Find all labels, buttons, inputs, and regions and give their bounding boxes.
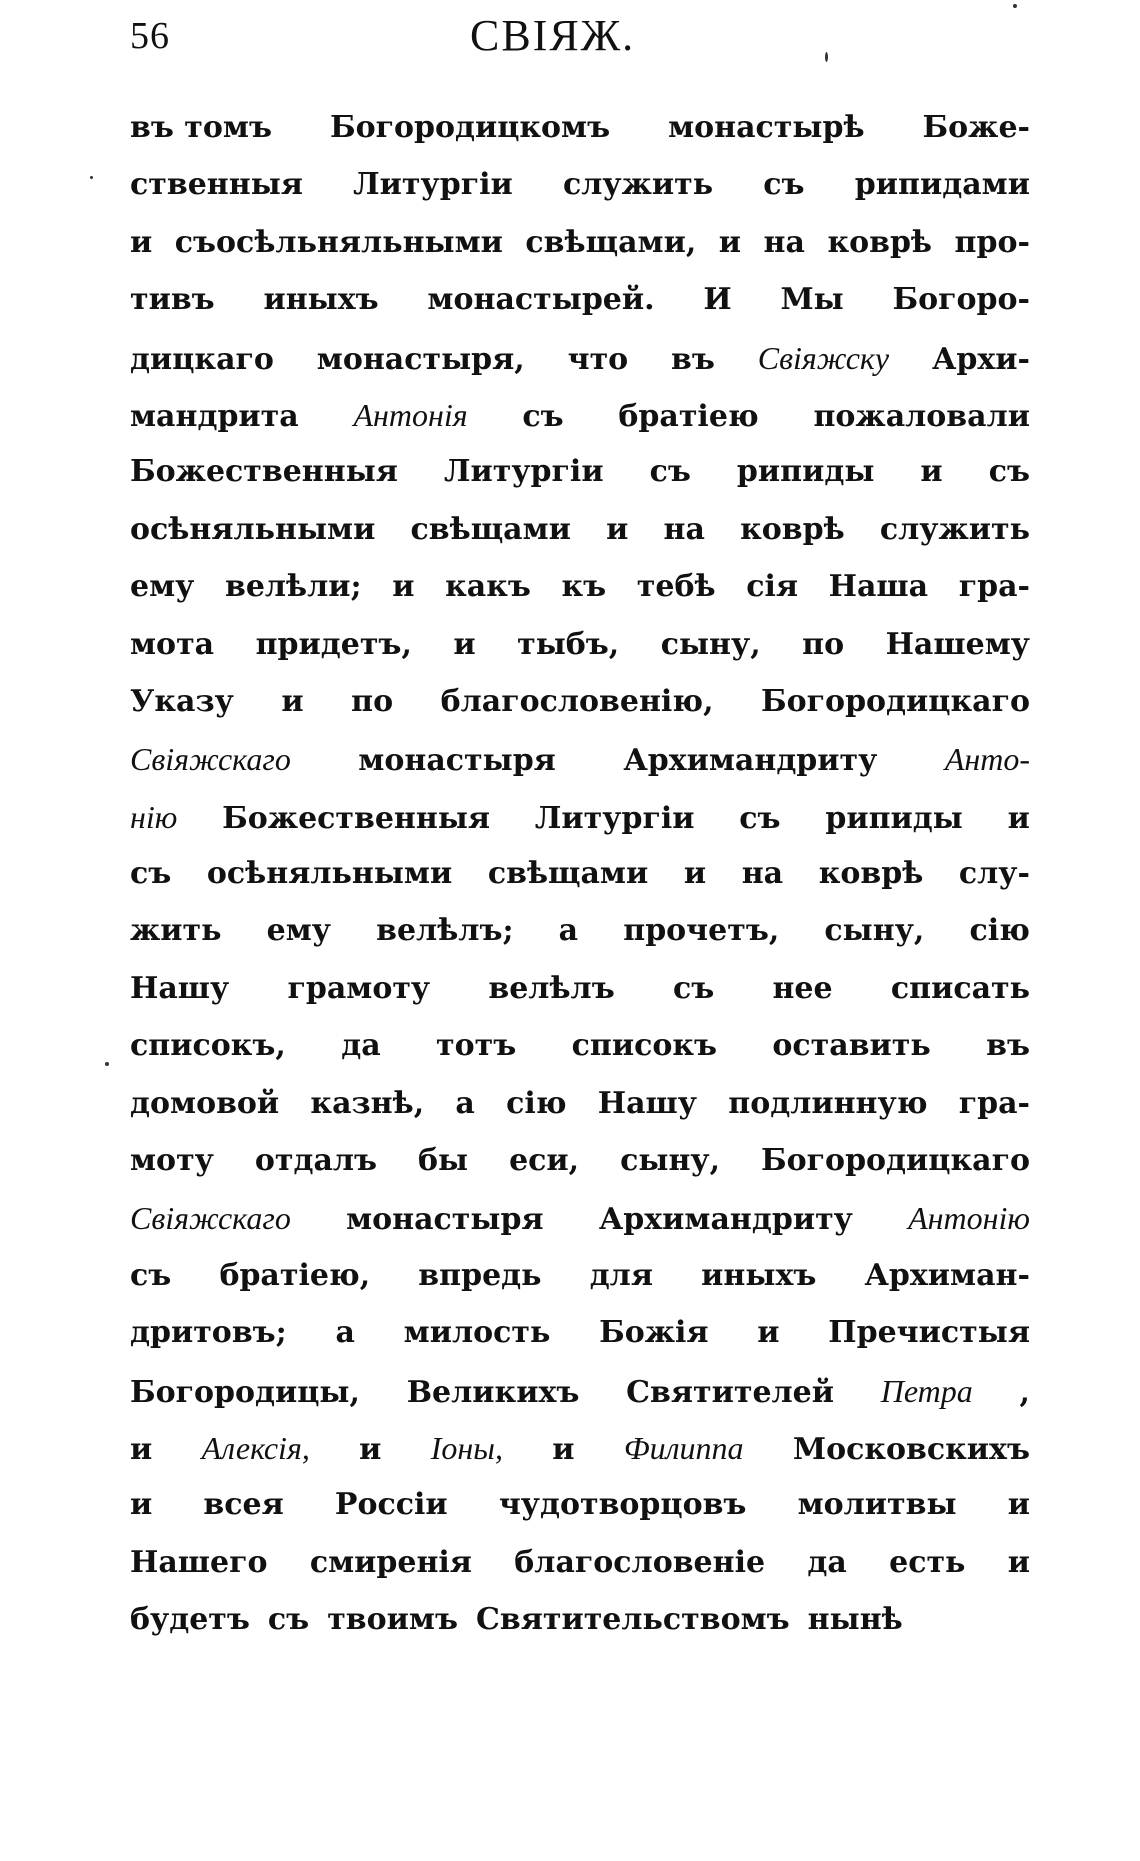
text-word: въ xyxy=(986,1028,1030,1064)
text-line xyxy=(130,1487,1030,1544)
text-word: по xyxy=(802,626,845,662)
text-word: сыну, xyxy=(620,1143,721,1179)
text-line xyxy=(130,1086,1030,1143)
text-word: Архимандриту xyxy=(598,1202,853,1238)
text-word: монастырей. xyxy=(427,282,655,318)
text-line xyxy=(130,971,1030,1028)
text-line xyxy=(130,1315,1030,1372)
text-word: мандрита xyxy=(130,398,299,434)
text-word: Анто- xyxy=(944,741,1030,778)
text-word: и xyxy=(130,224,153,260)
text-word: и xyxy=(718,224,742,260)
print-speck xyxy=(1013,4,1017,8)
text-word: и xyxy=(1007,1544,1030,1580)
text-word: а xyxy=(335,1315,355,1351)
text-word: Указу xyxy=(130,683,234,719)
text-word: моту xyxy=(130,1143,214,1179)
text-word: съ xyxy=(130,1257,172,1293)
page-number: 56 xyxy=(130,15,170,57)
text-word: придетъ, xyxy=(255,626,412,662)
text-word: Нашему xyxy=(885,626,1030,662)
text-word: оставить xyxy=(772,1028,931,1064)
text-word: а xyxy=(455,1085,475,1121)
text-line xyxy=(130,167,1030,224)
text-word: Святительствомъ xyxy=(475,1602,790,1638)
text-word: смиренія xyxy=(309,1544,472,1580)
text-word: сію xyxy=(969,913,1030,949)
text-word: съосѣльняльными xyxy=(174,224,503,260)
text-word: а xyxy=(558,913,579,949)
text-word: Святителей xyxy=(626,1374,835,1410)
text-word: нынѣ xyxy=(807,1602,903,1638)
text-word: домовой xyxy=(130,1085,280,1121)
text-word: дицкаго xyxy=(130,341,274,377)
text-word: рипиды xyxy=(825,800,963,836)
text-word: монастыря xyxy=(358,743,556,779)
text-line xyxy=(130,512,1030,569)
text-word: Наша xyxy=(828,569,929,605)
text-line xyxy=(130,856,1030,913)
text-word: съ xyxy=(988,454,1030,490)
text-word: Антонія xyxy=(353,396,468,433)
text-word: Алексія, xyxy=(201,1429,310,1466)
text-word: въ томъ xyxy=(130,110,272,145)
text-word: для xyxy=(589,1257,653,1293)
text-word: И xyxy=(703,282,732,318)
text-word: слу- xyxy=(958,856,1030,892)
text-word: Антонію xyxy=(908,1200,1030,1237)
text-word: Нашего xyxy=(130,1544,268,1580)
text-word: и xyxy=(552,1431,575,1467)
text-word: Литургіи xyxy=(534,800,695,836)
text-line xyxy=(130,454,1030,511)
text-word: служить xyxy=(562,167,714,203)
text-word: Богоро- xyxy=(892,282,1030,318)
text-line xyxy=(130,225,1030,282)
text-line xyxy=(130,110,1030,167)
print-speck xyxy=(90,176,93,179)
text-word: служить xyxy=(879,511,1030,547)
text-word: бы xyxy=(418,1143,469,1179)
text-word: велѣлъ; xyxy=(376,913,514,949)
print-speck xyxy=(825,52,828,62)
text-word: да xyxy=(341,1028,381,1064)
text-word: Іоны, xyxy=(430,1429,503,1466)
text-word: Россіи xyxy=(334,1487,448,1523)
text-word: и xyxy=(130,1431,153,1467)
text-word: тыбъ, xyxy=(517,626,620,662)
text-word: казнѣ, xyxy=(310,1085,425,1121)
text-word: , xyxy=(1019,1374,1030,1410)
text-word: сію xyxy=(506,1085,567,1121)
text-word: мота xyxy=(130,626,215,662)
text-word: Нашу xyxy=(597,1085,697,1121)
text-word: на xyxy=(741,856,784,892)
text-word: на xyxy=(663,511,705,547)
text-word: дритовъ; xyxy=(130,1315,287,1351)
text-word: есть xyxy=(889,1544,966,1580)
text-word: къ xyxy=(561,569,607,605)
text-word: всея xyxy=(203,1487,284,1523)
text-line xyxy=(130,397,1030,454)
text-word: твоимъ xyxy=(327,1602,458,1638)
text-word: благословеніе xyxy=(514,1544,766,1580)
text-word: и xyxy=(757,1315,780,1351)
text-word: ему xyxy=(266,913,331,949)
text-word: милость xyxy=(403,1315,551,1351)
text-word: Архи- xyxy=(931,341,1030,377)
text-word: съ xyxy=(672,970,715,1006)
text-line xyxy=(130,1430,1030,1487)
text-word: еси, xyxy=(509,1143,580,1179)
body-text xyxy=(130,110,1030,1660)
text-line xyxy=(130,282,1030,339)
text-word: сыну, xyxy=(824,913,925,949)
text-word: съ xyxy=(130,856,172,892)
text-word: велѣли; xyxy=(224,569,362,605)
text-word: коврѣ xyxy=(740,511,845,547)
text-word: рипидами xyxy=(854,167,1030,203)
text-word: съ xyxy=(649,454,691,490)
text-word: свѣщами xyxy=(410,511,571,547)
text-word: рипиды xyxy=(736,454,875,490)
text-word: грамоту xyxy=(287,970,431,1006)
text-word: Московскихъ xyxy=(792,1431,1030,1467)
text-word: и xyxy=(683,856,707,892)
text-word: Свіяжскаго xyxy=(130,741,291,778)
text-word: Свіяжскаго xyxy=(130,1200,291,1237)
text-word: Богородицкомъ xyxy=(329,110,611,145)
text-word: и xyxy=(606,511,629,547)
text-word: и xyxy=(359,1431,382,1467)
text-word: осѣняльными xyxy=(206,856,453,892)
text-word: какъ xyxy=(445,569,531,605)
text-line xyxy=(130,1258,1030,1315)
text-word: Божественныя xyxy=(130,454,398,490)
text-word: по xyxy=(351,683,394,719)
text-word: и xyxy=(281,683,304,719)
text-word: Литургіи xyxy=(353,167,513,203)
text-word: Литургіи xyxy=(443,454,604,490)
text-word: тебѣ xyxy=(636,569,716,605)
text-word: чудотворцовъ xyxy=(498,1487,747,1523)
text-word: что xyxy=(567,341,629,377)
text-word: коврѣ xyxy=(818,856,924,892)
text-word: съ xyxy=(739,800,781,836)
running-title: СВІЯЖ. xyxy=(470,11,636,60)
text-word: тотъ xyxy=(436,1028,517,1064)
text-word: съ xyxy=(763,167,805,203)
text-line xyxy=(130,741,1030,798)
text-word: Божія xyxy=(599,1315,709,1351)
text-word: и xyxy=(453,626,476,662)
text-word: въ xyxy=(671,341,715,377)
text-word: съ xyxy=(267,1602,310,1638)
text-word: молитвы xyxy=(797,1487,957,1523)
text-word: Боже- xyxy=(922,110,1030,145)
text-word: Пречистыя xyxy=(828,1315,1030,1351)
text-word: монастыря, xyxy=(316,341,525,377)
text-word: Архиман- xyxy=(864,1257,1030,1293)
text-word: пожаловали xyxy=(813,398,1030,434)
text-word: съ xyxy=(522,398,564,434)
text-word: монастырѣ xyxy=(668,110,865,145)
text-word: благословенію, xyxy=(440,683,714,719)
text-word: гра- xyxy=(958,1085,1030,1121)
text-word: списокъ xyxy=(571,1028,718,1064)
text-line xyxy=(130,1545,1030,1602)
text-word: жить xyxy=(130,913,222,949)
text-word: велѣлъ xyxy=(488,970,615,1006)
text-word: подлинную xyxy=(728,1085,928,1121)
text-word: и xyxy=(920,454,943,490)
text-word: отдалъ xyxy=(254,1143,378,1179)
print-speck xyxy=(105,1062,109,1066)
text-line xyxy=(130,569,1030,626)
text-word: нее xyxy=(772,970,833,1006)
text-word: коврѣ xyxy=(827,224,933,260)
text-word: будетъ xyxy=(130,1602,250,1638)
text-word: гра- xyxy=(958,569,1030,605)
text-line xyxy=(130,913,1030,970)
text-line xyxy=(130,1200,1030,1257)
text-word: прочетъ, xyxy=(623,913,780,949)
text-line xyxy=(130,340,1030,397)
text-word: списокъ, xyxy=(130,1028,286,1064)
text-line xyxy=(130,1028,1030,1085)
text-word: Божественныя xyxy=(222,800,491,836)
text-word: Богородицы, xyxy=(130,1374,360,1410)
text-word: ему xyxy=(130,569,195,605)
text-word: нію xyxy=(130,798,178,835)
text-word: Нашу xyxy=(130,970,230,1006)
text-line xyxy=(130,1373,1030,1430)
text-word: списать xyxy=(890,970,1030,1006)
text-word: и xyxy=(1007,800,1030,836)
text-line xyxy=(130,799,1030,856)
text-word: свѣщами, xyxy=(525,224,697,260)
text-word: братіею, xyxy=(219,1257,371,1293)
text-word: Петра xyxy=(880,1372,973,1409)
text-word: и xyxy=(1007,1487,1030,1523)
text-word: Богородицкаго xyxy=(761,683,1030,719)
text-word: на xyxy=(763,224,805,260)
text-word: и xyxy=(130,1487,153,1523)
text-word: и xyxy=(392,569,415,605)
text-line xyxy=(130,1602,1030,1659)
page-header xyxy=(130,4,1030,64)
text-word: иныхъ xyxy=(701,1257,817,1293)
text-word: Филиппа xyxy=(623,1429,744,1466)
text-word: ственныя xyxy=(130,167,303,203)
text-word: тивъ xyxy=(130,282,215,318)
text-line xyxy=(130,627,1030,684)
text-word: иныхъ xyxy=(263,282,379,318)
text-word: Архимандриту xyxy=(623,743,878,779)
text-word: Мы xyxy=(780,282,844,318)
text-word: про- xyxy=(954,224,1030,260)
text-word: сія xyxy=(746,569,799,605)
text-line xyxy=(130,684,1030,741)
text-word: Великихъ xyxy=(406,1374,580,1410)
text-line xyxy=(130,1143,1030,1200)
text-word: братіею xyxy=(618,398,759,434)
text-word: впредь xyxy=(418,1257,542,1293)
text-word: монастыря xyxy=(346,1202,544,1238)
text-word: Богородицкаго xyxy=(761,1143,1030,1179)
text-word: осѣняльными xyxy=(130,511,376,547)
text-word: да xyxy=(807,1544,847,1580)
text-word: свѣщами xyxy=(487,856,649,892)
text-word: Свіяжску xyxy=(757,339,890,376)
text-word: сыну, xyxy=(660,626,761,662)
